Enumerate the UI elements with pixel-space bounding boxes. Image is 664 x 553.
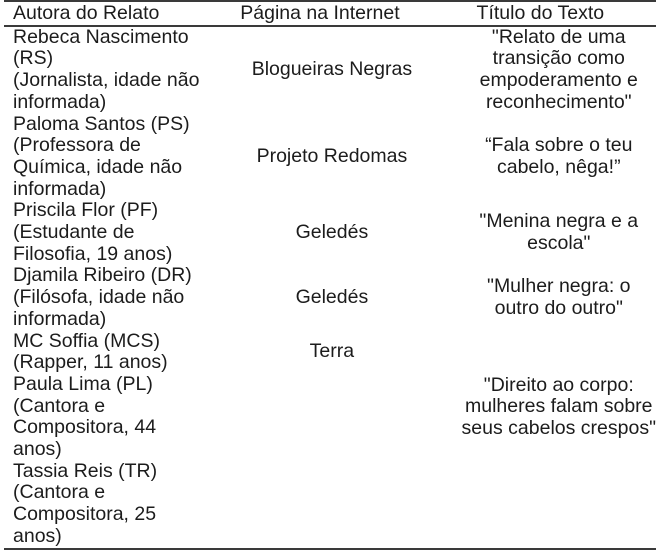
title-cell bbox=[450, 200, 656, 265]
title-line: mulheres falam sobre bbox=[465, 395, 653, 418]
header-page: Página na Internet bbox=[240, 2, 400, 24]
title-line: empoderamento e bbox=[479, 69, 638, 92]
author-detail: Filosofia, 19 anos) bbox=[13, 242, 173, 265]
table-row bbox=[4, 265, 656, 330]
page-cell: Geledés bbox=[295, 286, 369, 309]
page-cell: Blogueiras Negras bbox=[251, 58, 413, 81]
title-line: "Mulher negra: o bbox=[487, 275, 631, 298]
title-cell bbox=[450, 114, 656, 201]
author-cell bbox=[4, 374, 220, 461]
table-row bbox=[4, 26, 656, 114]
page-cell bbox=[220, 374, 449, 461]
title-line: "Direito ao corpo: bbox=[483, 373, 634, 396]
title-line: seus cabelos crespos" bbox=[461, 416, 656, 439]
page-cell: Geledés bbox=[295, 221, 369, 244]
author-detail: Compositora, 25 bbox=[13, 503, 157, 526]
title-line: cabelo, nêga!” bbox=[496, 155, 621, 178]
title-line: reconhecimento" bbox=[485, 90, 632, 113]
author-detail: (Estudante de bbox=[13, 221, 135, 244]
page-cell: Projeto Redomas bbox=[256, 145, 408, 168]
author-detail: (Filósofa, idade não bbox=[13, 286, 185, 309]
author-detail: Compositora, 44 bbox=[13, 416, 157, 439]
title-line: "Relato de uma bbox=[491, 25, 626, 48]
author-detail: informada) bbox=[13, 307, 107, 330]
table-header-row bbox=[4, 1, 656, 26]
author-detail: (Jornalista, idade não bbox=[13, 69, 200, 92]
author-name: Priscila Flor (PF) bbox=[13, 199, 159, 222]
author-detail: (Rapper, 11 anos) bbox=[13, 351, 168, 374]
title-cell bbox=[450, 265, 656, 330]
author-detail: (RS) bbox=[13, 47, 54, 70]
page-cell: Terra bbox=[309, 340, 355, 363]
author-cell bbox=[4, 114, 220, 201]
author-cell bbox=[4, 265, 220, 330]
table-row bbox=[4, 114, 656, 201]
title-line: transição como bbox=[492, 47, 625, 70]
title-cell bbox=[450, 26, 656, 114]
author-detail: informada) bbox=[13, 90, 107, 113]
header-author: Autora do Relato bbox=[13, 2, 160, 24]
authors-table bbox=[4, 0, 656, 550]
author-detail: (Professora de bbox=[13, 134, 141, 157]
author-name: Tassia Reis (TR) bbox=[13, 459, 158, 482]
table-row bbox=[4, 331, 656, 374]
author-name: MC Soffia (MCS) bbox=[13, 329, 160, 352]
author-detail: (Cantora e bbox=[13, 394, 106, 417]
author-detail: anos) bbox=[13, 438, 62, 461]
title-line: outro do outro" bbox=[494, 296, 623, 319]
title-line: "Menina negra e a bbox=[479, 210, 639, 233]
header-title: Título do Texto bbox=[476, 2, 605, 24]
author-detail: anos) bbox=[13, 524, 62, 547]
author-cell bbox=[4, 200, 220, 265]
author-detail: Química, idade não bbox=[13, 155, 183, 178]
author-name: Paula Lima (PL) bbox=[13, 372, 153, 395]
page-cell bbox=[220, 461, 449, 549]
author-name: Paloma Santos (PS) bbox=[13, 112, 190, 135]
title-line: “Fala sobre o teu bbox=[485, 134, 633, 157]
authors-table-container bbox=[4, 0, 656, 550]
title-line: escola" bbox=[527, 231, 591, 254]
author-cell bbox=[4, 331, 220, 374]
title-cell-merged bbox=[450, 331, 656, 549]
author-name: Djamila Ribeiro (DR) bbox=[13, 264, 192, 287]
table-row bbox=[4, 200, 656, 265]
author-detail: (Cantora e bbox=[13, 481, 106, 504]
author-cell bbox=[4, 461, 220, 549]
author-name: Rebeca Nascimento bbox=[13, 25, 189, 48]
author-cell bbox=[4, 26, 220, 114]
author-detail: informada) bbox=[13, 177, 107, 200]
